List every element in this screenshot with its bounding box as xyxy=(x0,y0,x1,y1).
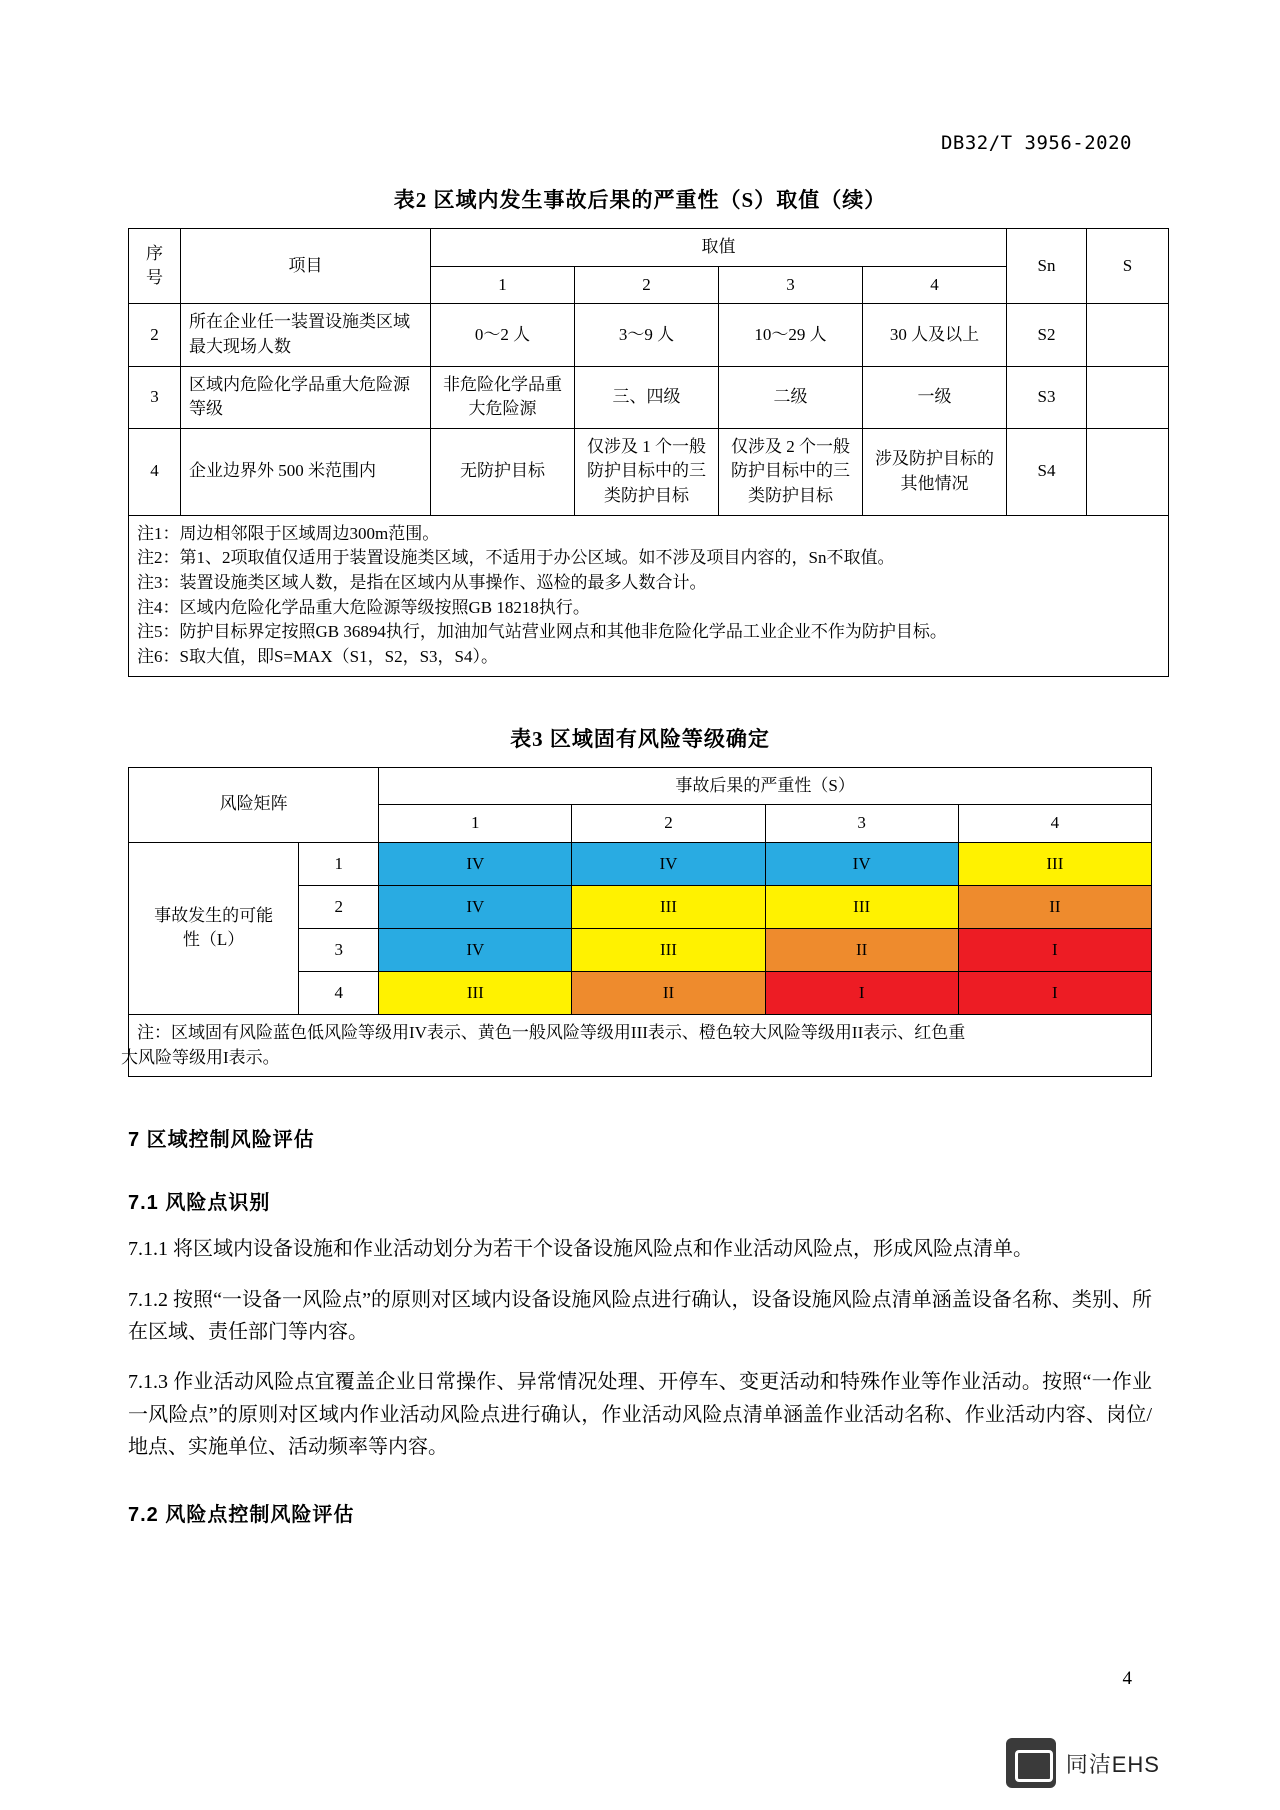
likelihood-tick-4: 4 xyxy=(299,971,379,1014)
likelihood-tick-1: 1 xyxy=(299,842,379,885)
matrix-cell-l1-s1: IV xyxy=(379,842,572,885)
matrix-row xyxy=(129,842,1152,885)
row-value-2: 三、四级 xyxy=(575,366,719,428)
note-2: 注2：第1、2项取值仅适用于装置设施类区域，不适用于办公区域。如不涉及项目内容的，Sn不取值。 xyxy=(137,548,895,568)
severity-header: 事故后果的严重性（S） xyxy=(379,767,1152,805)
header-item: 项目 xyxy=(181,229,431,304)
row-s xyxy=(1087,304,1169,366)
paragraph-7-1-3: 7.1.3 作业活动风险点宜覆盖企业日常操作、异常情况处理、开停车、变更活动和特殊作业等作业活动。按照“一作业一风险点”的原则对区域内作业活动风险点进行确认，作业活动风险点清单涵盖作业活动名称、作业活动内容、岗位/地点、实施单位、活动频率等内容。 xyxy=(128,1371,1152,1459)
matrix-cell-l4-s4: I xyxy=(958,971,1151,1014)
row-value-3: 二级 xyxy=(719,366,863,428)
row-item: 所在企业任一装置设施类区域最大现场人数 xyxy=(181,304,431,366)
row-item: 企业边界外 500 米范围内 xyxy=(181,428,431,515)
matrix-cell-l2-s2: III xyxy=(572,885,765,928)
note-5: 注5：防护目标界定按照GB 36894执行，加油加气站营业网点和其他非危险化学品工业企业不作为防护目标。 xyxy=(137,622,947,642)
note-6: 注6：S取大值，即S=MAX（S1，S2，S3，S4）。 xyxy=(137,646,498,666)
table3-note xyxy=(121,1014,1152,1076)
row-value-3: 10～29 人 xyxy=(719,304,863,366)
matrix-cell-l3-s3: II xyxy=(765,928,958,971)
note-4: 注4：区域内危险化学品重大危险源等级按照GB 18218执行。 xyxy=(137,597,590,617)
row-value-4: 一级 xyxy=(863,366,1007,428)
note-3: 注3：装置设施类区域人数，是指在区域内从事操作、巡检的最多人数合计。 xyxy=(137,573,707,593)
row-seq: 3 xyxy=(129,366,181,428)
row-value-4: 涉及防护目标的其他情况 xyxy=(863,428,1007,515)
header-value-2: 2 xyxy=(575,266,719,304)
severity-tick-2: 2 xyxy=(572,805,765,843)
wechat-logo-icon xyxy=(1006,1738,1056,1788)
matrix-cell-l3-s1: IV xyxy=(379,928,572,971)
row-value-1: 0～2 人 xyxy=(431,304,575,366)
matrix-cell-l1-s2: IV xyxy=(572,842,765,885)
page-number: 4 xyxy=(1122,1668,1132,1689)
table-row xyxy=(129,304,1169,366)
row-value-1: 非危险化学品重大危险源 xyxy=(431,366,575,428)
matrix-cell-l4-s1: III xyxy=(379,971,572,1014)
table-row xyxy=(129,366,1169,428)
paragraph-7-1-1: 7.1.1 将区域内设备设施和作业活动划分为若干个设备设施风险点和作业活动风险点，形成风险点清单。 xyxy=(128,1238,1033,1261)
matrix-cell-l2-s3: III xyxy=(765,885,958,928)
row-value-3: 仅涉及 2 个一般防护目标中的三类防护目标 xyxy=(719,428,863,515)
table2-title: 表2 区域内发生事故后果的严重性（S）取值（续） xyxy=(393,188,887,212)
table2-notes-row xyxy=(129,515,1169,676)
standard-number-header: DB32/T 3956-2020 xyxy=(940,132,1132,154)
severity-tick-4: 4 xyxy=(958,805,1151,843)
header-value-3: 3 xyxy=(719,266,863,304)
row-sn: S2 xyxy=(1007,304,1087,366)
header-value-1: 1 xyxy=(431,266,575,304)
matrix-cell-l3-s2: III xyxy=(572,928,765,971)
header-values-group: 取值 xyxy=(431,229,1007,267)
section-7-heading: 7 区域控制风险评估 xyxy=(128,1129,315,1152)
matrix-cell-l1-s4: III xyxy=(958,842,1151,885)
table-row xyxy=(129,428,1169,515)
table3-notes-row xyxy=(129,1014,1152,1076)
watermark-label: 同洁EHS xyxy=(1065,1751,1160,1777)
table3-header-row xyxy=(129,767,1152,805)
row-seq: 4 xyxy=(129,428,181,515)
table3-title: 表3 区域固有风险等级确定 xyxy=(510,726,770,751)
matrix-label: 风险矩阵 xyxy=(129,767,379,842)
table3-note-line2: 大风险等级用I表示。 xyxy=(121,1047,280,1067)
table2-notes xyxy=(129,515,1169,676)
section-7-2-heading: 7.2 风险点控制风险评估 xyxy=(128,1503,355,1526)
row-seq: 2 xyxy=(129,304,181,366)
likelihood-tick-3: 3 xyxy=(299,928,379,971)
row-sn: S3 xyxy=(1007,366,1087,428)
header-s: S xyxy=(1087,229,1169,304)
matrix-cell-l2-s1: IV xyxy=(379,885,572,928)
likelihood-tick-2: 2 xyxy=(299,885,379,928)
watermark xyxy=(1006,1738,1160,1788)
table2-severity-values xyxy=(128,228,1169,677)
row-item: 区域内危险化学品重大危险源等级 xyxy=(181,366,431,428)
row-sn: S4 xyxy=(1007,428,1087,515)
likelihood-label: 事故发生的可能 性（L） xyxy=(129,842,299,1014)
table3-note-line1: 注：区域固有风险蓝色低风险等级用IV表示、黄色一般风险等级用III表示、橙色较大风险等级用II表示、红色重 xyxy=(137,1022,966,1042)
header-sn: Sn xyxy=(1007,229,1087,304)
section-7-1-heading: 7.1 风险点识别 xyxy=(128,1192,271,1215)
matrix-cell-l3-s4: I xyxy=(958,928,1151,971)
severity-tick-3: 3 xyxy=(765,805,958,843)
row-s xyxy=(1087,428,1169,515)
matrix-cell-l1-s3: IV xyxy=(765,842,958,885)
row-value-4: 30 人及以上 xyxy=(863,304,1007,366)
severity-tick-1: 1 xyxy=(379,805,572,843)
row-value-1: 无防护目标 xyxy=(431,428,575,515)
matrix-cell-l4-s3: I xyxy=(765,971,958,1014)
header-seq: 序 号 xyxy=(129,229,181,304)
row-value-2: 仅涉及 1 个一般防护目标中的三类防护目标 xyxy=(575,428,719,515)
row-s xyxy=(1087,366,1169,428)
table-header-row xyxy=(129,229,1169,267)
matrix-cell-l2-s4: II xyxy=(958,885,1151,928)
header-value-4: 4 xyxy=(863,266,1007,304)
table3-risk-matrix xyxy=(121,767,1152,1078)
matrix-cell-l4-s2: II xyxy=(572,971,765,1014)
note-1: 注1：周边相邻限于区域周边300m范围。 xyxy=(137,523,440,543)
row-value-2: 3～9 人 xyxy=(575,304,719,366)
paragraph-7-1-2: 7.1.2 按照“一设备一风险点”的原则对区域内设备设施风险点进行确认，设备设施风险点清单涵盖设备名称、类别、所在区域、责任部门等内容。 xyxy=(128,1288,1152,1343)
